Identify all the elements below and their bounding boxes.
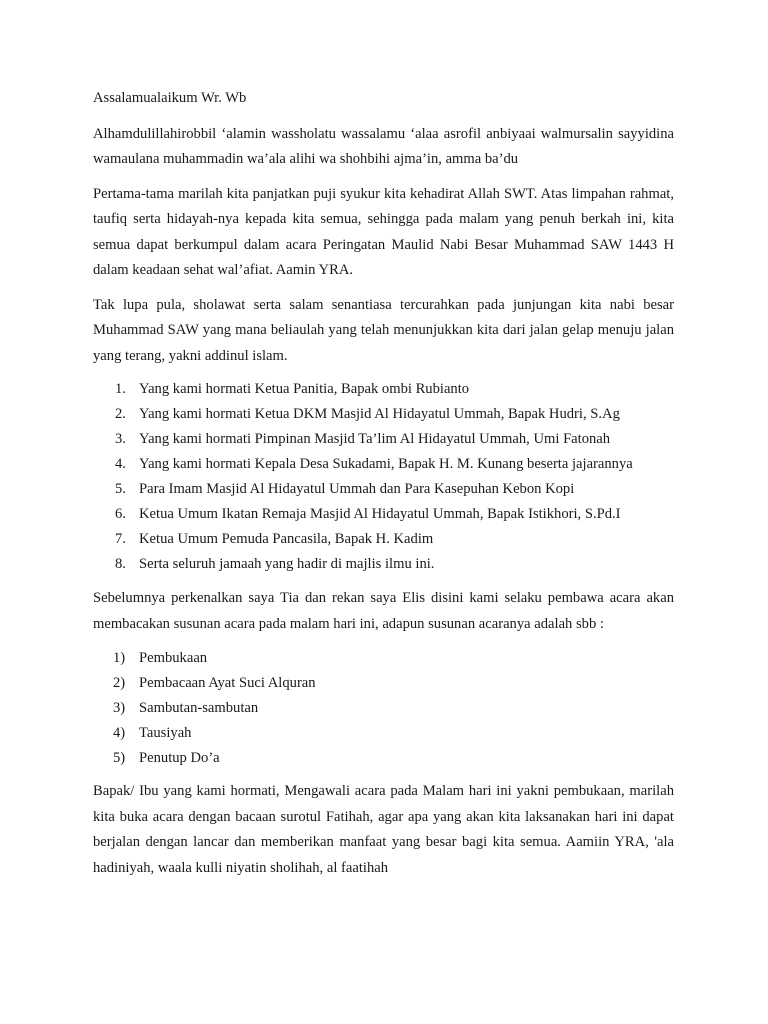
list-item [93, 402, 674, 427]
praise-paragraph: Pertama-tama marilah kita panjatkan puji syukur kita kehadirat Allah SWT. Atas limpahan rahmat, taufiq serta hidayah-nya kepada kita semua, sehingga pada malam yang penuh berkah ini, kita semua dapat berkumpul dalam acara Peringatan Maulid Nabi Besar Muhammad SAW 1443 H dalam keadaan sehat wal’afiat. Aamin YRA. [93, 185, 674, 278]
closing-paragraph: Bapak/ Ibu yang kami hormati, Mengawali acara pada Malam hari ini yakni pembukaan, marilah kita buka acara dengan bacaan surotul Fatihah, agar apa yang akan kita laksanakan hari ini dapat berjalan dengan lancar dan memberikan manfaat yang besar bagi kita semua. Aamiin YRA, 'ala hadiniyah, waala kulli niyatin sholihah, al faatihah [93, 783, 674, 876]
list-item [93, 746, 674, 771]
list-item [93, 377, 674, 402]
list-item [93, 477, 674, 502]
intro-paragraph: Sebelumnya perkenalkan saya Tia dan rekan saya Elis disini kami selaku pembawa acara akan membacakan susunan acara pada malam hari ini, adapun susunan acaranya adalah sbb : [93, 590, 674, 632]
list-marker: 2) [113, 675, 126, 691]
list-item-text: Tausiyah [139, 725, 192, 741]
list-item [93, 721, 674, 746]
list-item [93, 696, 674, 721]
greeting-paragraph: Assalamualaikum Wr. Wb [93, 90, 247, 106]
list-marker: 3. [115, 431, 126, 447]
opening-paragraph: Alhamdulillahirobbil ‘alamin wassholatu wassalamu ‘alaa asrofil anbiyaai walmursalin sayyidina wamaulana muhammadin wa’ala alihi wa shohbihi ajma’in, amma ba’du [93, 125, 674, 167]
list-item-text: Yang kami hormati Kepala Desa Sukadami, Bapak H. M. Kunang beserta jajarannya [139, 456, 633, 472]
list-item [93, 671, 674, 696]
list-item [93, 646, 674, 671]
sholawat-paragraph: Tak lupa pula, sholawat serta salam senantiasa tercurahkan pada junjungan kita nabi besar Muhammad SAW yang mana beliaulah yang telah menunjukkan kita dari jalan gelap menuju jalan yang terang, yakni addinul islam. [93, 296, 674, 364]
list-marker: 2. [115, 406, 126, 422]
list-item-text: Penutup Do’a [139, 750, 220, 766]
list-marker: 8. [115, 556, 126, 572]
list-marker: 1) [113, 650, 126, 666]
list-item-text: Ketua Umum Pemuda Pancasila, Bapak H. Kadim [139, 531, 434, 547]
list-marker: 6. [115, 506, 126, 522]
list-item [93, 527, 674, 552]
honorifics-list [93, 377, 674, 577]
list-marker: 3) [113, 700, 126, 716]
list-marker: 1. [115, 381, 126, 397]
list-item-text: Ketua Umum Ikatan Remaja Masjid Al Hidayatul Ummah, Bapak Istikhori, S.Pd.I [139, 506, 621, 522]
list-item [93, 452, 674, 477]
list-item [93, 502, 674, 527]
list-item-text: Yang kami hormati Ketua Panitia, Bapak ombi Rubianto [139, 381, 470, 397]
list-item-text: Para Imam Masjid Al Hidayatul Ummah dan Para Kasepuhan Kebon Kopi [139, 481, 575, 497]
list-item-text: Pembacaan Ayat Suci Alquran [139, 675, 316, 691]
list-item [93, 427, 674, 452]
list-marker: 7. [115, 531, 126, 547]
list-item-text: Yang kami hormati Ketua DKM Masjid Al Hidayatul Ummah, Bapak Hudri, S.Ag [139, 406, 620, 422]
list-item-text: Sambutan-sambutan [139, 700, 259, 716]
list-item-text: Pembukaan [139, 650, 208, 666]
list-marker: 5) [113, 750, 126, 766]
list-marker: 4. [115, 456, 126, 472]
agenda-list [93, 646, 674, 771]
list-marker: 5. [115, 481, 126, 497]
list-item-text: Yang kami hormati Pimpinan Masjid Ta’lim Al Hidayatul Ummah, Umi Fatonah [139, 431, 611, 447]
list-marker: 4) [113, 725, 126, 741]
list-item [93, 552, 674, 577]
list-item-text: Serta seluruh jamaah yang hadir di majlis ilmu ini. [139, 556, 435, 572]
